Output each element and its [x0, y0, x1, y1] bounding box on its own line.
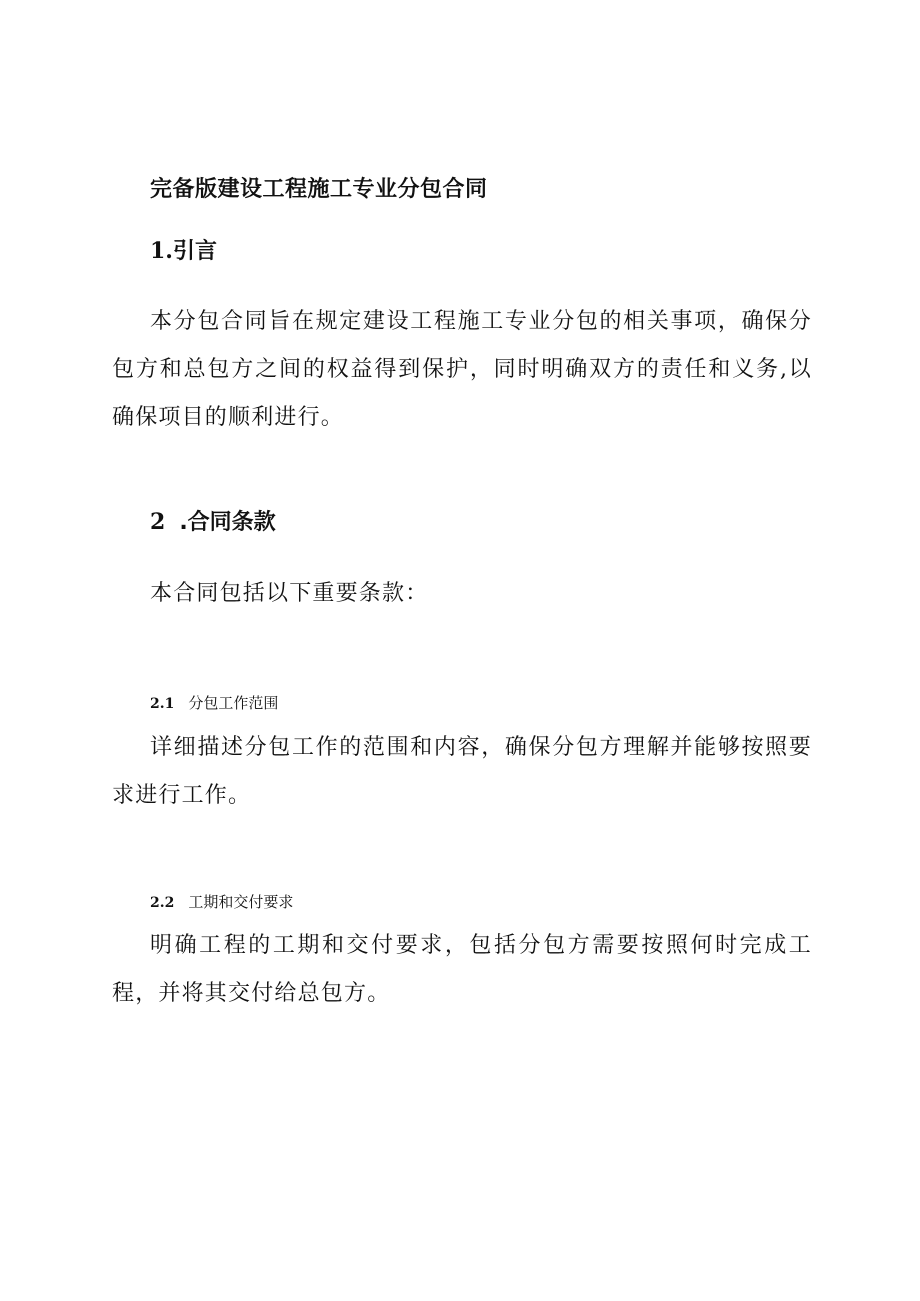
subsection-2-2-title: 工期和交付要求	[188, 893, 294, 911]
section-1-heading	[150, 235, 217, 268]
subsection-2-1-heading	[150, 692, 278, 715]
section-2-title: .合同条款	[179, 510, 276, 535]
section-1-number: 1.	[150, 238, 173, 264]
subsection-2-2-heading	[150, 891, 293, 914]
document-title: 完备版建设工程施工专业分包合同	[150, 177, 488, 202]
subsection-2-2-number: 2.2	[150, 895, 175, 911]
subsection-2-1-title: 分包工作范围	[188, 694, 279, 712]
subsection-2-1-paragraph: 详细描述分包工作的范围和内容，确保分包方理解并能够按照要求进行工作。	[112, 735, 812, 808]
section-2-heading	[150, 506, 276, 539]
section-1-title: 引言	[172, 239, 217, 264]
subsection-2-2-paragraph: 明确工程的工期和交付要求，包括分包方需要按照何时完成工程，并将其交付给总包方。	[112, 933, 812, 1006]
section-2-paragraph: 本合同包括以下重要条款：	[150, 581, 429, 606]
section-2-number: 2	[150, 509, 166, 535]
section-1-paragraph: 本分包合同旨在规定建设工程施工专业分包的相关事项，确保分包方和总包方之间的权益得到保护，同时明确双方的责任和义务,以确保项目的顺利进行。	[112, 309, 812, 430]
subsection-2-1-number: 2.1	[150, 696, 175, 712]
